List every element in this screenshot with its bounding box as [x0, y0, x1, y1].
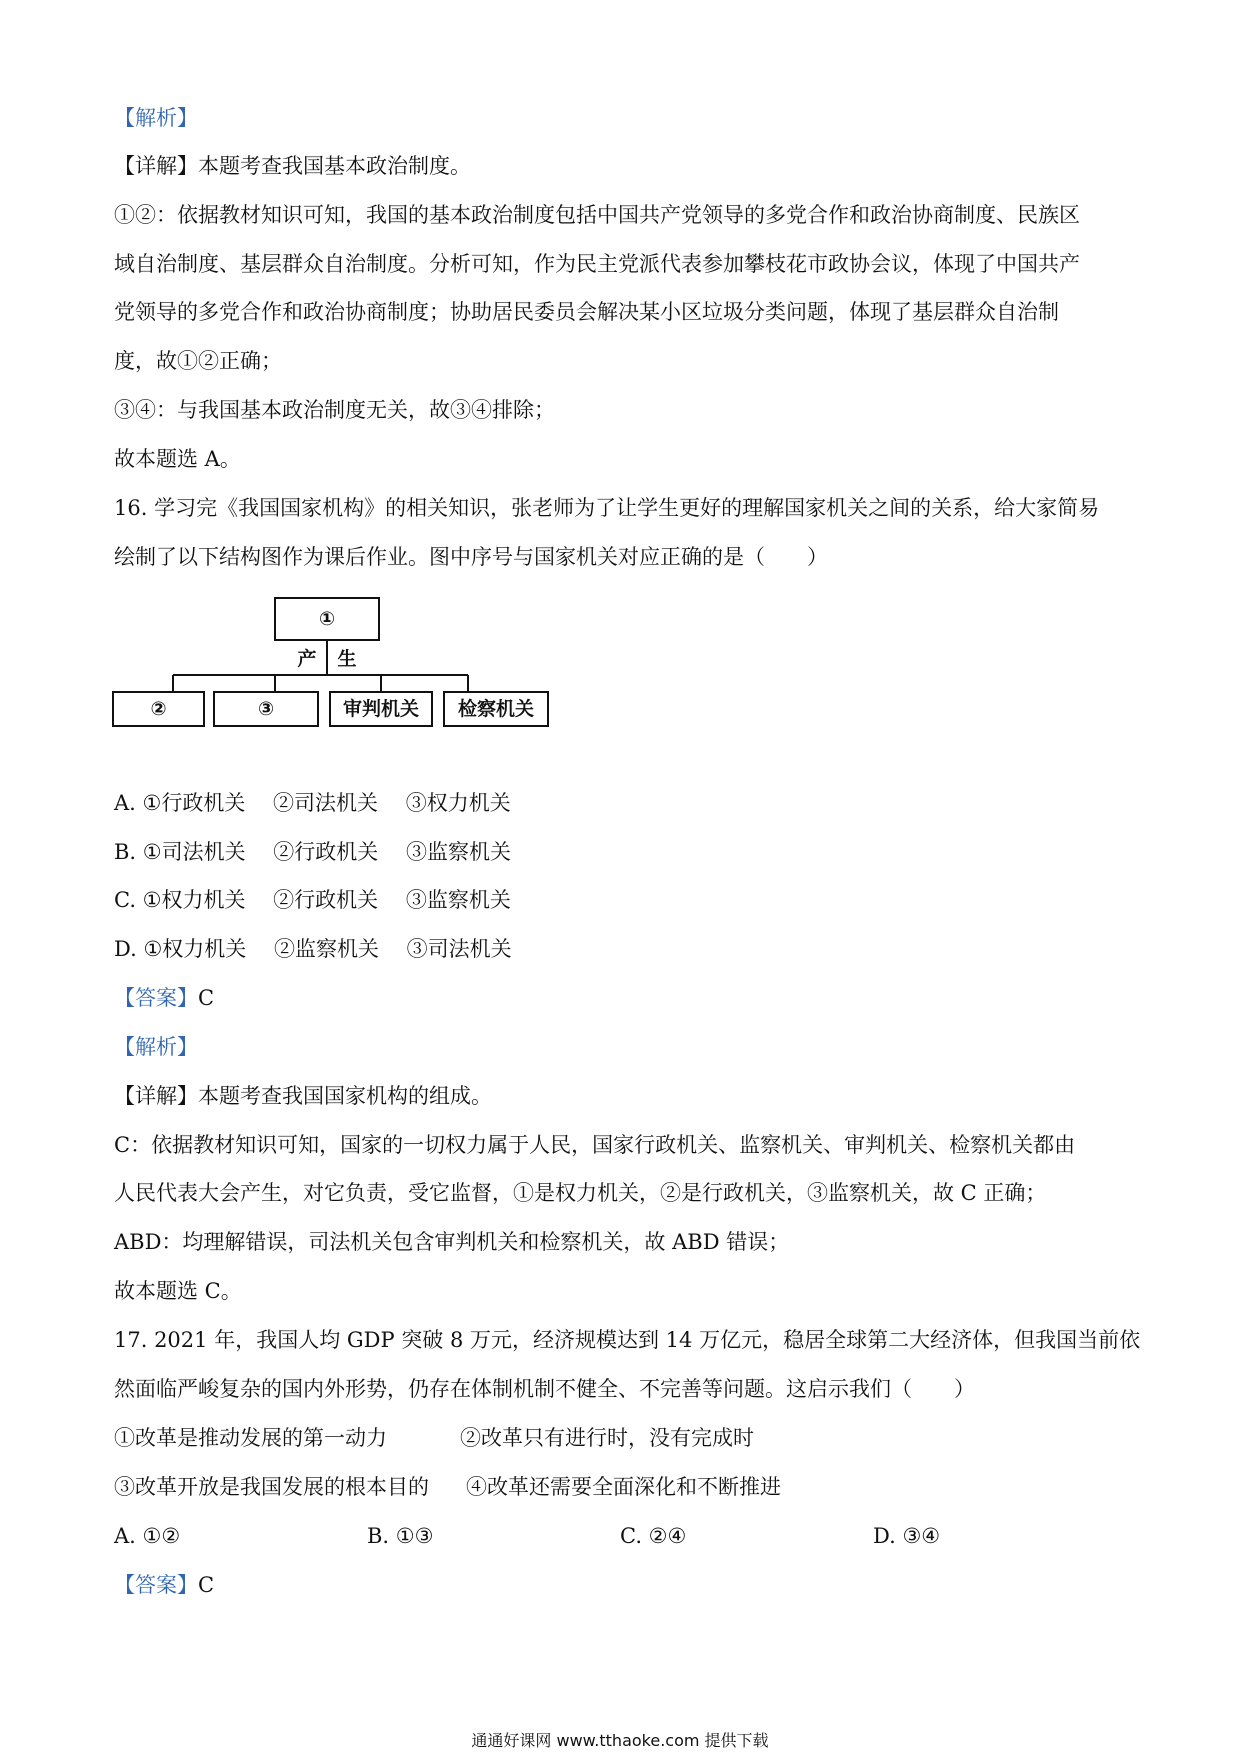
answer-line — [114, 983, 214, 1013]
option-c: C. ①权力机关 ②行政机关 ③监察机关 — [114, 888, 511, 912]
option-b: B. ①司法机关 ②行政机关 ③监察机关 — [114, 840, 511, 864]
detail-text: 本题考查我国基本政治制度。 — [198, 154, 471, 178]
state-organs-diagram — [112, 596, 552, 736]
analysis-tag: 【解析】 — [114, 1035, 198, 1059]
answer-value: C — [198, 1573, 215, 1597]
conclusion-line: 故本题选 A。 — [114, 447, 241, 471]
question-stem: 然面临严峻复杂的国内外形势，仍存在体制机制不健全、不完善等问题。这启示我们（ ） — [114, 1377, 975, 1401]
option-d: D. ③④ — [873, 1524, 941, 1548]
option-b: B. ①③ — [367, 1524, 434, 1548]
paragraph-line: ③④：与我国基本政治制度无关，故③④排除； — [114, 398, 555, 422]
question-stem: 16. 学习完《我国国家机构》的相关知识，张老师为了让学生更好的理解国家机关之间的关系，给大家简易 — [114, 496, 1100, 520]
option-d: D. ①权力机关 ②监察机关 ③司法机关 — [114, 937, 512, 961]
detail-tag: 【详解】 — [114, 154, 198, 178]
paragraph-line: 域自治制度、基层群众自治制度。分析可知，作为民主党派代表参加攀枝花市政协会议，体现了中国共产 — [114, 252, 1080, 276]
box-procuratorial-organ: 检察机关 — [457, 698, 534, 720]
paragraph-line: C：依据教材知识可知，国家的一切权力属于人民，国家行政机关、监察机关、审判机关、检察机关都由 — [114, 1133, 1076, 1157]
paragraph-line: ①②：依据教材知识可知，我国的基本政治制度包括中国共产党领导的多党合作和政治协商制度、民族区 — [114, 203, 1080, 227]
statement-1: ①改革是推动发展的第一动力 — [114, 1426, 387, 1450]
produce-label: 产 — [297, 648, 317, 670]
answer-tag: 【答案】 — [114, 1573, 198, 1597]
option-a: A. ①② — [114, 1524, 181, 1548]
page-footer: 通通好课网 www.tthaoke.com 提供下载 — [471, 1731, 769, 1750]
answer-tag: 【答案】 — [114, 986, 198, 1010]
produce-label: 生 — [337, 648, 357, 670]
box-top: ① — [318, 608, 336, 630]
box-2: ② — [150, 698, 167, 720]
paragraph-line: 人民代表大会产生，对它负责，受它监督，①是权力机关，②是行政机关，③监察机关，故 C 正确； — [114, 1181, 1047, 1205]
conclusion-line: 故本题选 C。 — [114, 1279, 242, 1303]
analysis-tag: 【解析】 — [114, 106, 198, 130]
question-stem: 绘制了以下结构图作为课后作业。图中序号与国家机关对应正确的是（ ） — [114, 545, 828, 569]
statement-4: ④改革还需要全面深化和不断推进 — [466, 1475, 781, 1499]
paragraph-line: ABD：均理解错误，司法机关包含审判机关和检察机关，故 ABD 错误； — [114, 1230, 790, 1254]
statement-2: ②改革只有进行时，没有完成时 — [460, 1426, 754, 1450]
detail-line — [114, 1081, 492, 1111]
detail-tag: 【详解】 — [114, 1084, 198, 1108]
answer-line — [114, 1570, 214, 1600]
paragraph-line: 度，故①②正确； — [114, 349, 282, 373]
option-a: A. ①行政机关 ②司法机关 ③权力机关 — [114, 791, 511, 815]
box-3: ③ — [257, 698, 275, 720]
question-stem: 17. 2021 年，我国人均 GDP 突破 8 万元，经济规模达到 14 万亿元，稳居全球第二大经济体，但我国当前依 — [114, 1328, 1141, 1352]
statement-3: ③改革开放是我国发展的根本目的 — [114, 1475, 429, 1499]
detail-line — [114, 151, 471, 181]
option-c: C. ②④ — [620, 1524, 687, 1548]
detail-text: 本题考查我国国家机构的组成。 — [198, 1084, 492, 1108]
paragraph-line: 党领导的多党合作和政治协商制度；协助居民委员会解决某小区垃圾分类问题，体现了基层群众自治制 — [114, 300, 1059, 324]
answer-value: C — [198, 986, 215, 1010]
box-trial-organ: 审判机关 — [342, 698, 419, 720]
